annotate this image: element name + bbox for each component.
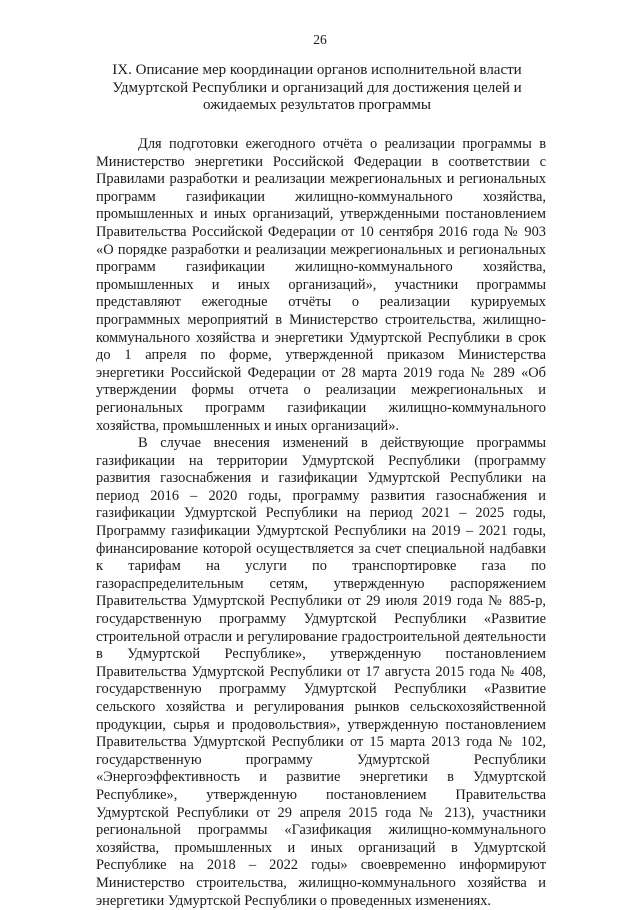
page-number: 26 xyxy=(313,32,327,47)
section-heading: IX. Описание мер координации органов исполнительной власти Удмуртской Республики и организаций для достижения целей и ожидаемых результатов программы xyxy=(112,62,522,113)
paragraph-report-procedure: Для подготовки ежегодного отчёта о реализации программы в Министерство энергетики Российской Федерации в соответствии с Правилами разработки и реализации межрегиональных и региональных программ газификации жилищно-коммунального хозяйства, промышленных и иных организаций, утвержденными постановлением Правительства Российской Федерации от 10 сентября 2016 года № 903 «О порядке разработки и реализации межрегиональных и региональных программ газификации жилищно-коммунального хозяйства, промышленных и иных организаций», участники программы представляют ежегодные отчёты о реализации курируемых программных мероприятий в Министерство строительства, жилищно-коммунального хозяйства и энергетики Удмуртской Республики в срок до 1 апреля по форме, утвержденной приказом Министерства энергетики Российской Федерации от 28 марта 2019 года № 289 «Об утверждении формы отчета о реализации межрегиональных и региональных программ газификации жилищно-коммунального хозяйства, промышленных и иных организаций». xyxy=(96,136,546,434)
paragraph-program-changes: В случае внесения изменений в действующие программы газификации на территории Удмуртской Республики (программу развития газоснабжения и газификации Удмуртской Республики на период 2016 – 2020 годы, программу развития газоснабжения и газификации Удмуртской Республики на период 2021 – 2025 годы, Программу газификации Удмуртской Республики на 2019 – 2021 годы, финансирование которой осуществляется за счет специальной надбавки к тарифам на услуги по транспортировке газа по газораспределительным сетям, утвержденную распоряжением Правительства Удмуртской Республики от 29 июля 2019 года № 885-р, государственную программу Удмуртской Республики «Развитие строительной отрасли и регулирование градостроительной деятельности в Удмуртской Республике», утвержденную постановлением Правительства Удмуртской Республики от 17 августа 2015 года № 408, государственную программу Удмуртской Республики «Развитие сельского хозяйства и регулирования рынков сельскохозяйственной продукции, сырья и продовольствия», утвержденную постановлением Правительства Удмуртской Республики от 15 марта 2013 года № 102, государственную программу Удмуртской Республики «Энергоэффективность и развитие энергетики в Удмуртской Республике», утвержденную постановлением Правительства Удмуртской Республики от 29 апреля 2015 года № 213), участники региональной программы «Газификация жилищно-коммунального хозяйства, промышленных и иных организаций в Удмуртской Республике на 2018 – 2022 годы» своевременно информируют Министерство строительства, жилищно-коммунального хозяйства и энергетики Удмуртской Республики о проведенных изменениях. xyxy=(96,435,546,909)
body-text xyxy=(96,136,546,910)
